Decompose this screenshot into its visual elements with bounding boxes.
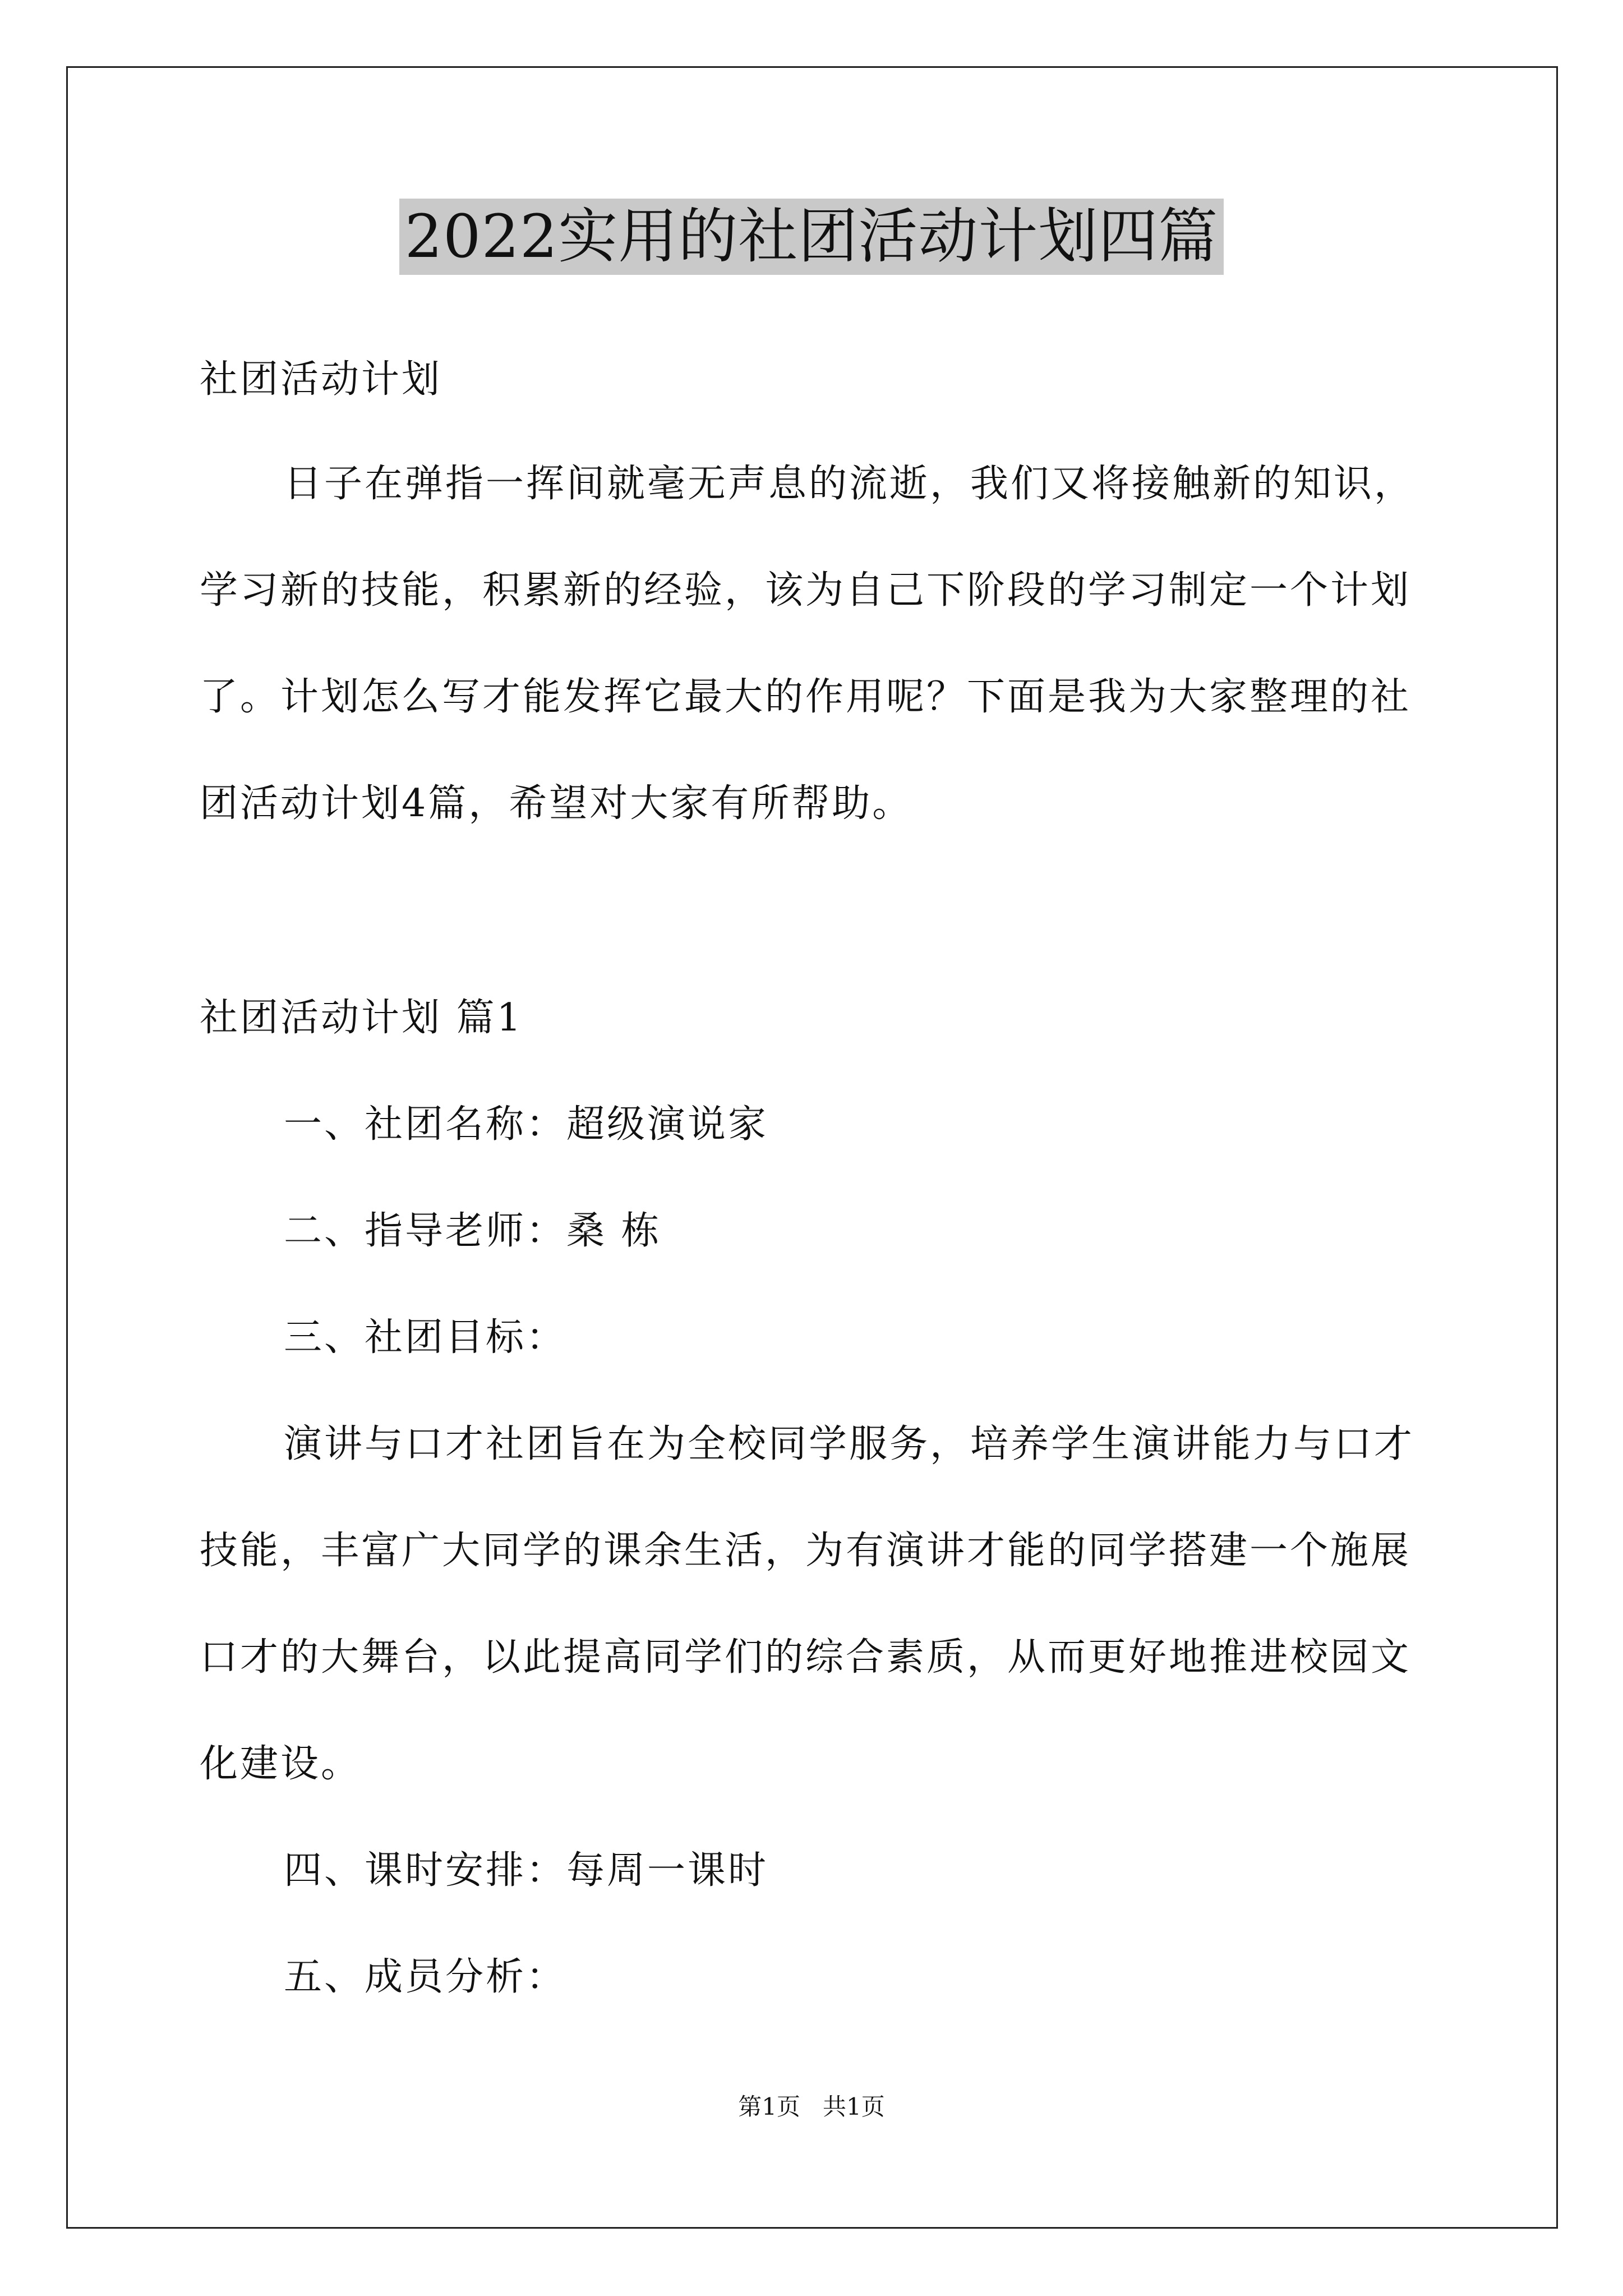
goal-line-4: 化建设。	[200, 1742, 362, 1786]
intro-line-1: 日子在弹指一挥间就毫无声息的流逝，我们又将接触新的知识，	[284, 462, 1415, 506]
intro-line-2: 学习新的技能，积累新的经验，该为自己下阶段的学习制定一个计划	[200, 568, 1412, 613]
goal-line-3: 口才的大舞台，以此提高同学们的综合素质，从而更好地推进校园文	[200, 1635, 1412, 1680]
goal-line-2: 技能，丰富广大同学的课余生活，为有演讲才能的同学搭建一个施展	[200, 1529, 1412, 1573]
item-instructor: 二、指导老师：桑 栋	[284, 1209, 662, 1253]
part-heading: 社团活动计划 篇1	[200, 996, 523, 1040]
document-title: 2022实用的社团活动计划四篇	[399, 199, 1224, 275]
item-club-name: 一、社团名称：超级演说家	[284, 1102, 769, 1147]
page-footer: 第1页 共1页	[738, 2093, 885, 2120]
item-members: 五、成员分析：	[284, 1955, 567, 1999]
item-schedule: 四、课时安排：每周一课时	[284, 1848, 769, 1893]
goal-line-1: 演讲与口才社团旨在为全校同学服务，培养学生演讲能力与口才	[284, 1422, 1415, 1466]
section-heading: 社团活动计划	[200, 357, 442, 402]
intro-line-4: 团活动计划4篇，希望对大家有所帮助。	[200, 781, 913, 826]
intro-line-3: 了。计划怎么写才能发挥它最大的作用呢？下面是我为大家整理的社	[200, 675, 1412, 719]
title-container	[0, 197, 1623, 276]
item-goal-heading: 三、社团目标：	[284, 1315, 567, 1360]
